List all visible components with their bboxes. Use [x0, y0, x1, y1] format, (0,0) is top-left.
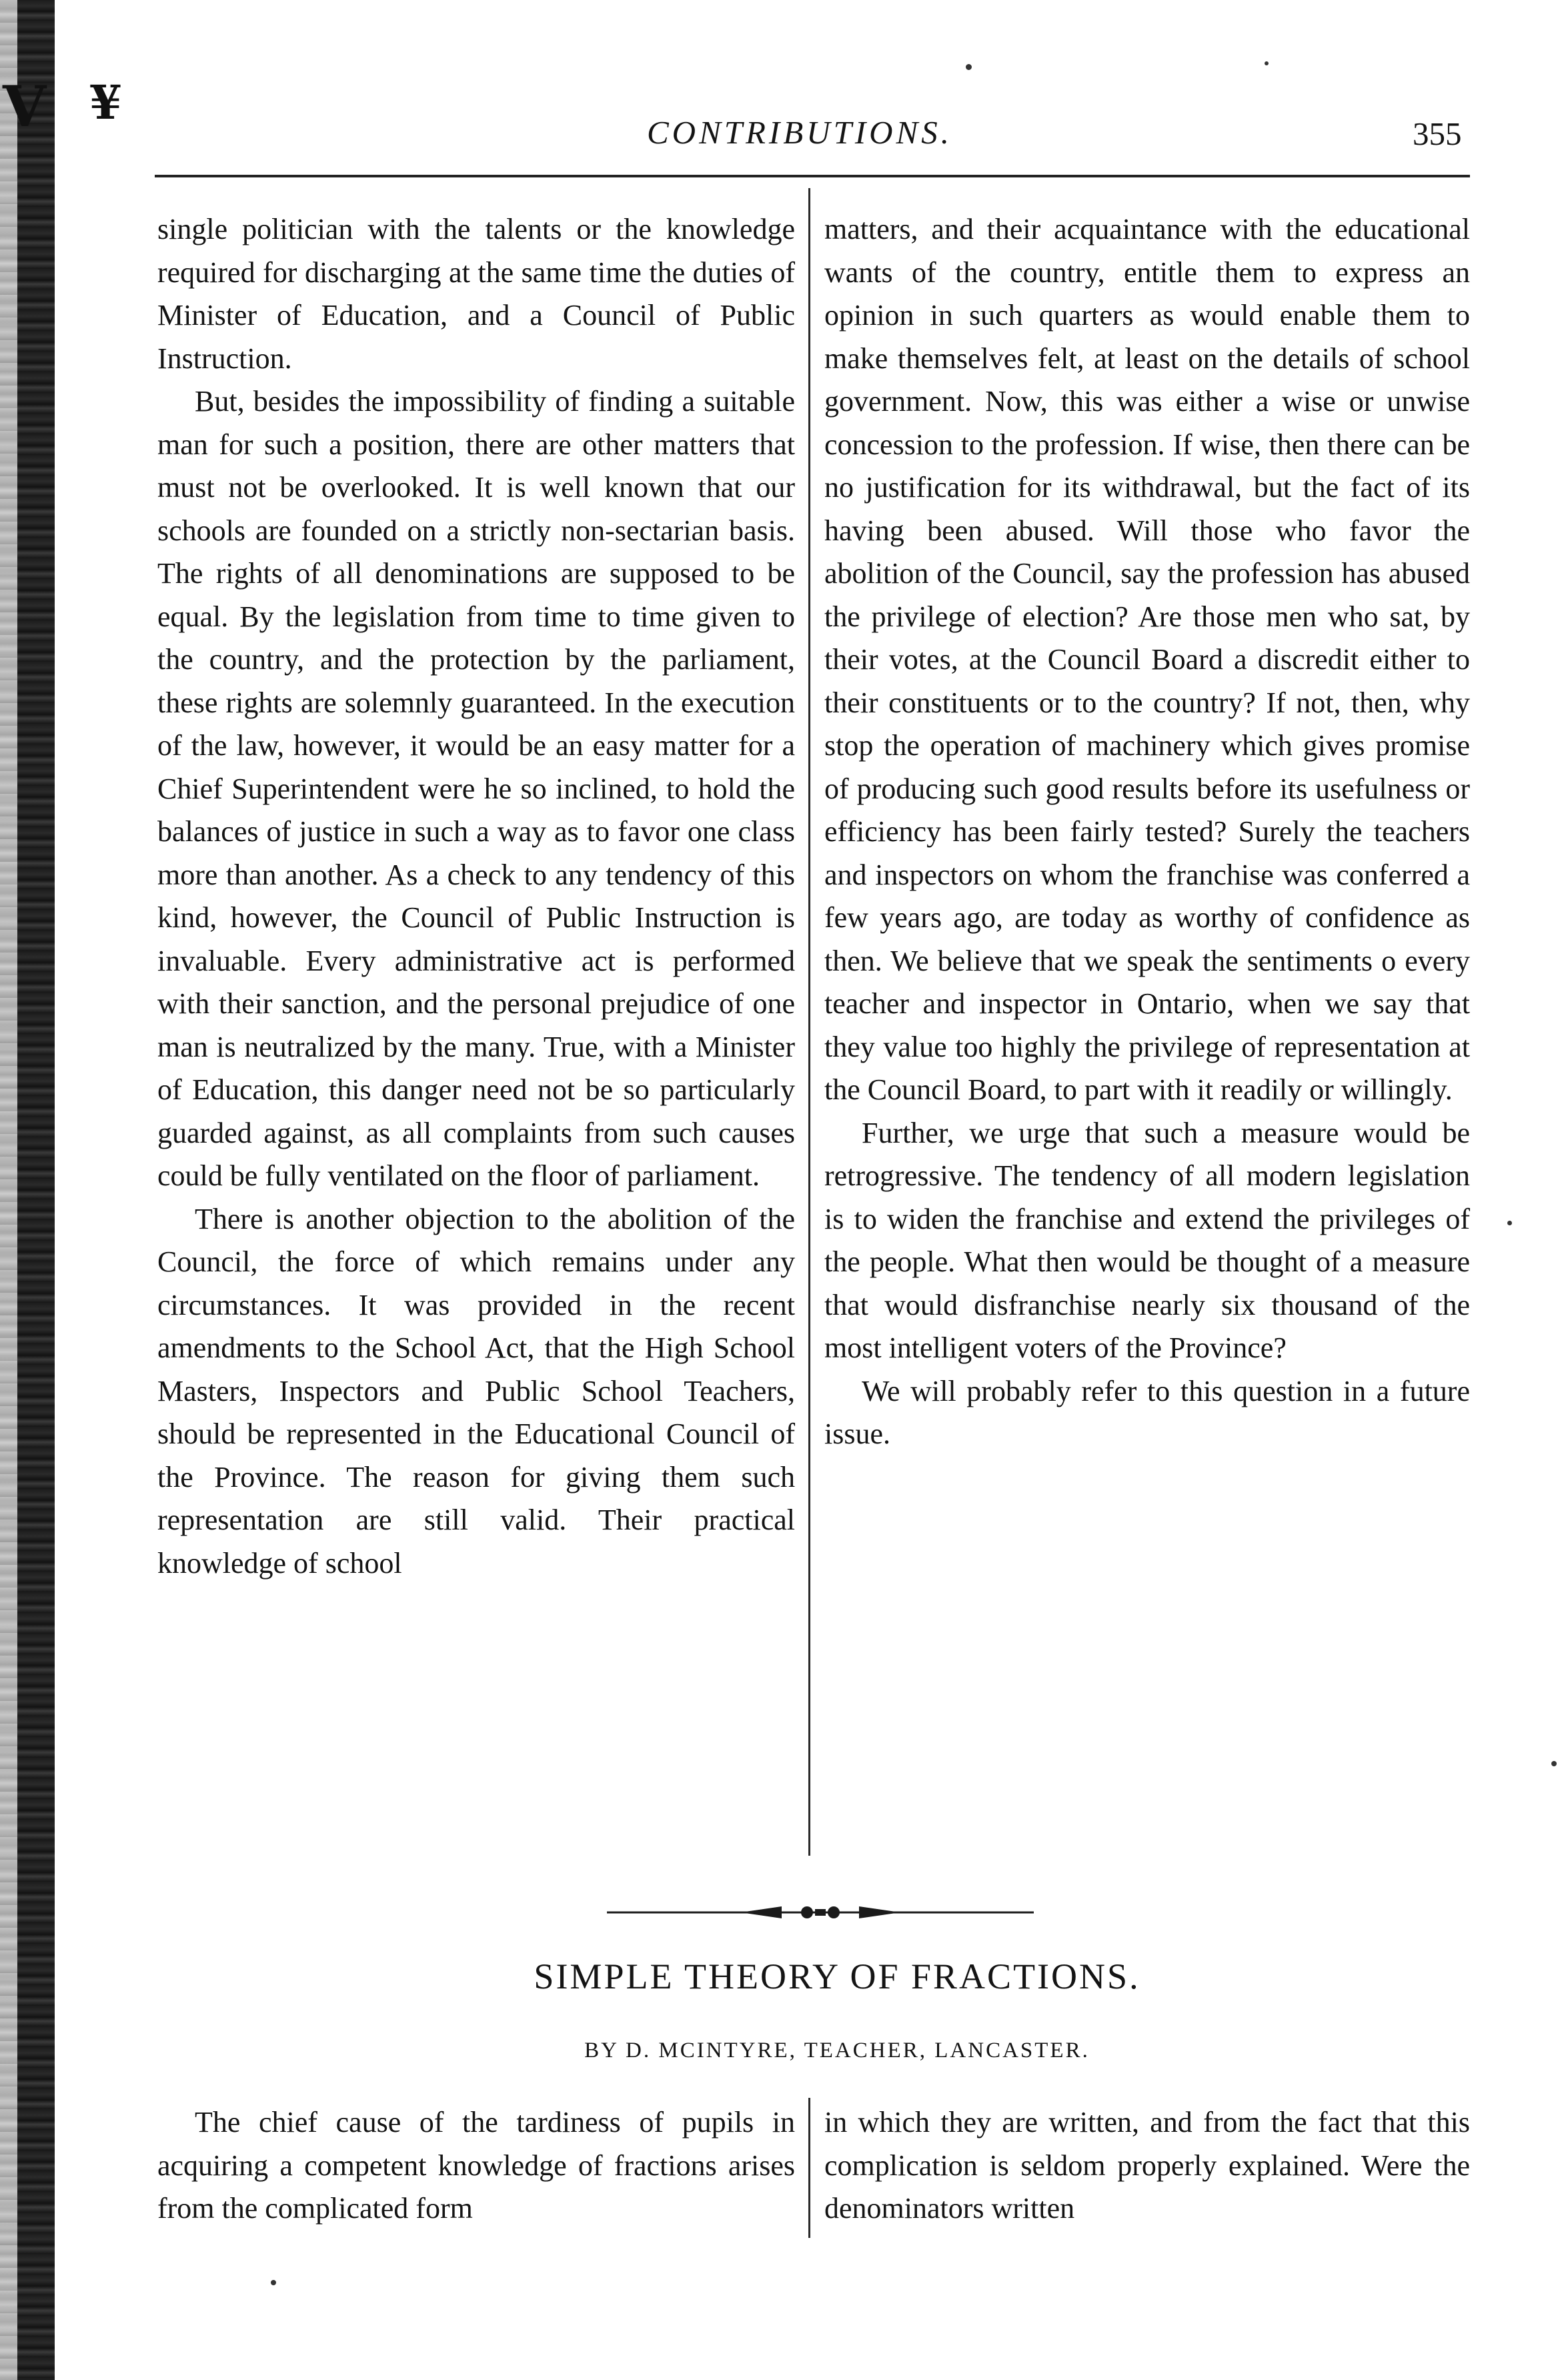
scan-speck	[1265, 61, 1269, 65]
scan-speck	[966, 64, 972, 70]
paragraph: There is another objection to the abolition of the Council, the force of which remains under any circumstances. It was provided in the recent amendments to the School Act, that the High School Masters, Inspectors and Public School Teachers, should be represented in the Educational Council of the Province. The reason for giving them such representation are still valid. Their practical knowledge of school	[157, 1202, 795, 1580]
lower-left-column	[157, 2101, 795, 2231]
lower-right-column	[824, 2101, 1470, 2231]
article-byline: BY D. MCINTYRE, TEACHER, LANCASTER.	[584, 2038, 1090, 2062]
column-rule-upper	[808, 188, 810, 1856]
paragraph: in which they are written, and from the fact that this complication is seldom properly explained. Were the denominators written	[824, 2106, 1470, 2225]
running-title: CONTRIBUTIONS.	[647, 114, 952, 151]
header-rule	[155, 175, 1470, 177]
page-number: 355	[1413, 115, 1462, 152]
binding-edge-highlight	[0, 0, 17, 2380]
paragraph: The chief cause of the tardiness of pupils in acquiring a competent knowledge of fractions arises from the complicated form	[157, 2106, 795, 2225]
paragraph: single politician with the talents or the knowledge required for discharging at the same time the duties of Minister of Education, and a Council of Public Instruction.	[157, 213, 795, 375]
scan-speck	[1551, 1761, 1557, 1766]
scan-speck	[1507, 1221, 1512, 1225]
column-rule-lower	[808, 2098, 810, 2238]
binding-mark-left: V	[3, 73, 47, 139]
paragraph: But, besides the impossibility of finding a suitable man for such a position, there are other matters that must not be overlooked. It is well known that our schools are founded on a strictly non-sectarian basis. The rights of all denominations are supposed to be equal. By the legislation from time to time given to the country, and the protection by the parliament, these rights are solemnly guaranteed. In the execution of the law, however, it would be an easy matter for a Chief Superintendent were he so inclined, to hold the balances of justice in such a way as to favor one class more than another. As a check to any tendency of this kind, however, the Council of Public Instruction is invaluable. Every administrative act is performed with their sanction, and the personal prejudice of one man is neutralized by the many. True, with a Minister of Education, this danger need not be so particularly guarded against, as all complaints from such causes could be fully ventilated on the floor of parliament.	[157, 385, 795, 1192]
article-title: SIMPLE THEORY OF FRACTIONS.	[534, 1956, 1140, 1996]
scan-speck	[271, 2280, 276, 2285]
upper-right-column	[824, 208, 1470, 1856]
upper-left-column	[157, 208, 795, 1856]
binding-mark-right: ¥	[89, 75, 122, 130]
paragraph: matters, and their acquaintance with the educational wants of the country, entitle them to express an opinion in such quarters as would enable them to make themselves felt, at least on the details of school government. Now, this was either a wise or unwise concession to the profession. If wise, then there can be no justification for its withdrawal, but the fact of its having been abused. Will those who favor the abolition of the Council, say the profession has abused the privilege of election? Are those men who sat, by their votes, at the Council Board a discredit either to their constituents or to the country? If not, then, why stop the operation of machinery which gives promise of producing such good results before its usefulness or efficiency has been fairly tested? Surely the teachers and inspectors on whom the franchise was conferred a few years ago, are today as worthy of confidence as then. We believe that we speak the sentiments o every teacher and inspector in Ontario, when we say that they value too highly the privilege of representation at the Council Board, to part with it readily or willingly.	[824, 213, 1470, 1106]
paragraph: We will probably refer to this question in a future issue.	[824, 1374, 1470, 1450]
section-ornament	[607, 1902, 1034, 1922]
paragraph: Further, we urge that such a measure would be retrogressive. The tendency of all modern legislation is to widen the franchise and extend the privileges of the people. What then would be thought of a measure that would disfranchise nearly six thousand of the most intelligent voters of the Province?	[824, 1116, 1470, 1364]
